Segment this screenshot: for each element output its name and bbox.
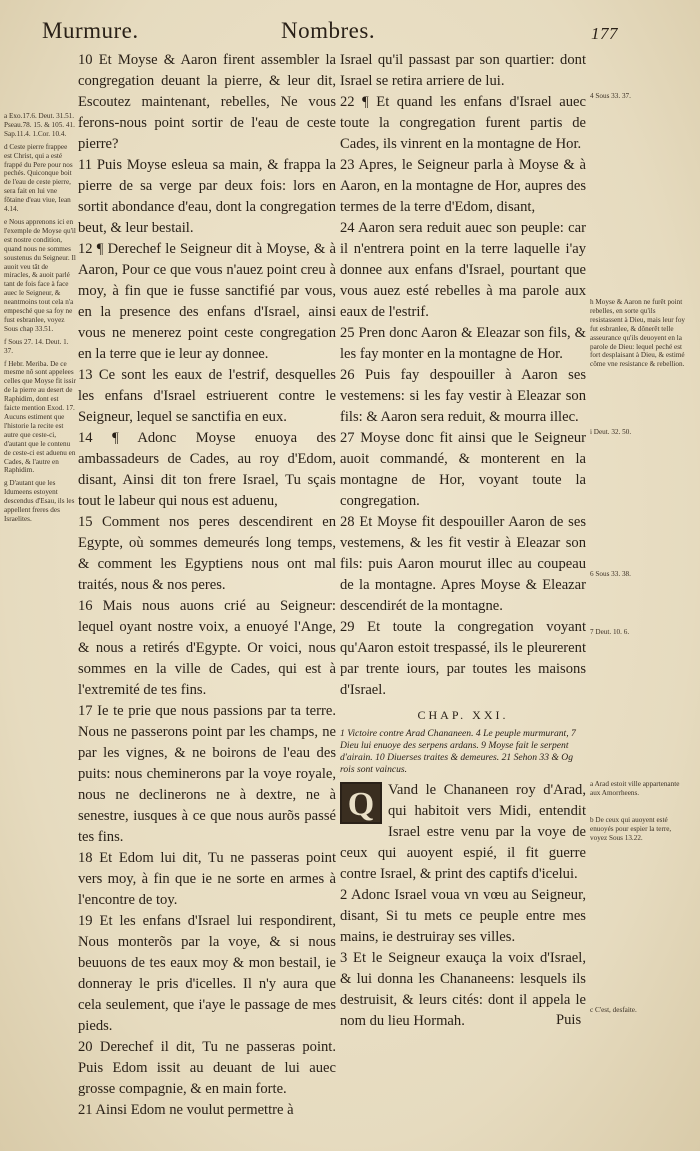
margin-note: f Sous 27. 14. Deut. 1. 37.	[4, 337, 69, 355]
margin-note: b De ceux qui auoyent esté enuoyés pour espier la terre, voyez Sous 13.22.	[590, 816, 672, 842]
verse: 25 Pren donc Aaron & Eleazar son fils, & les fay monter en la montagne de Hor.	[340, 325, 586, 362]
margin-note: a Arad estoit ville appartenante aux Amorrheens.	[590, 780, 680, 797]
verse: 13 Ce sont les eaux de l'estrif, desquelles les enfans d'Israel estriuerent contre le Seigneur, lequel se sanctifia en eux.	[78, 367, 336, 425]
right-text-column	[340, 50, 586, 1032]
running-head-left: Murmure.	[42, 18, 139, 43]
left-text-column	[78, 50, 336, 1121]
verse: 11 Puis Moyse esleua sa main, & frappa la pierre de sa verge par deux fois: lors en sortit abondance d'eau, dont la congregation beut, & leur bestail.	[78, 157, 336, 236]
margin-note: g D'autant que les Idumeens estoyent descendus d'Esau, ils les appellent freres des Israelites.	[4, 479, 75, 523]
verse-first-text: Vand le Chananeen roy d'Arad, qui habitoit vers Midi, entendit Israel estre venu par la voye de ceux qui auoyent espié, il fit guerre contre Israel, & print des captifs d'icelui.	[340, 782, 586, 882]
margin-note: h Moyse & Aaron ne furẽt point rebelles, en sorte qu'ils resistassent à Dieu, mais leur foy fut esbranlee, & dõnerẽt telle asseurance qu'ils deuoyent en la parole de Dieu: lequel peché est fort desplaisant à Dieu, & estimé cõme vne resistance & rebellion.	[590, 298, 686, 369]
verse: 23 Apres, le Seigneur parla à Moyse & à Aaron, en la montagne de Hor, aupres des termes de la terre d'Edom, disant,	[340, 157, 586, 215]
dropcap-initial: Q	[340, 782, 382, 824]
margin-note: a Exo.17.6. Deut. 31.51. Pseau.78. 15. & 105. 41. Sap.11.4. 1.Cor. 10.4.	[4, 112, 75, 138]
page-number: 177	[591, 24, 618, 43]
verse-first	[340, 780, 586, 885]
chapter-heading: CHAP. XXI.	[417, 708, 509, 722]
left-margin-notes	[4, 112, 76, 528]
verse: Israel qu'il passast par son quartier: dont Israel se retira arriere de lui.	[340, 52, 586, 89]
verse: 29 Et toute la congregation voyant qu'Aaron estoit trespassé, ils le pleurerent par trente iours, par toutes les maisons d'Israel.	[340, 619, 586, 698]
verse: 12 ¶ Derechef le Seigneur dit à Moyse, & à Aaron, Pour ce que vous n'auez point creu à moy, à fin que ie fusse sanctifié par vous, en la presence des enfans d'Israel, ainsi vous ne menerez point ceste congregation en la terre que ie leur ay donnee.	[78, 241, 336, 362]
verse: 15 Comment nos peres descendirent en Egypte, où sommes demeurés long temps, & comment les Egyptiens nous ont mal traités, nous & nos peres.	[78, 514, 336, 593]
verse: 27 Moyse donc fit ainsi que le Seigneur auoit commandé, & monterent en la montagne de Hor, voyant toute la congregation.	[340, 430, 586, 509]
verse: 26 Puis fay despouiller à Aaron ses vestemens: si les fay vestir à Eleazar son fils: & Aaron sera reduit, & mourra illec.	[340, 367, 586, 425]
verse: 14 ¶ Adonc Moyse enuoya des ambassadeurs de Cades, au roy d'Edom, disant, Ainsi dit ton frere Israel, Tu sçais tout le labeur qui nous est aduenu,	[78, 430, 336, 509]
margin-note: d Ceste pierre frappee est Christ, qui a esté frappé du Pere pour nos pechés. Quiconque boit de l'eau de ceste pierre, sera fait en lui vne fõtaine d'eau viue, Iean 4.14.	[4, 142, 73, 214]
verse: 16 Mais nous auons crié au Seigneur: lequel oyant nostre voix, a enuoyé l'Ange, & nous a retirés d'Egypte. Or voici, nous sommes en la ville de Cades, qui est à l'extremité de tes fins.	[78, 598, 336, 698]
margin-note: i Deut. 32. 50.	[590, 428, 632, 436]
running-head-book: Nombres.	[281, 18, 376, 43]
verse: 20 Derechef il dit, Tu ne passeras point. Puis Edom issit au deuant de lui auec grosse compagnie, & en main forte.	[78, 1039, 336, 1097]
margin-note: 7 Deut. 10. 6.	[590, 628, 630, 636]
margin-note: f Hebr. Meriba. De ce mesme nõ sont appelees celles que Moyse fit issir de la pierre au desert de Raphidim, dont est faicte mention Exod. 17. Aucuns estiment que l'historie la recite est autre que ceste-ci, d'autant que le contenu de ceste-ci est aduenu en Cades, & l'autre en Raphidim.	[4, 359, 76, 475]
margin-note: c C'est, desfaite.	[590, 1006, 637, 1014]
verse: 17 Ie te prie que nous passions par ta terre. Nous ne passerons point par les champs, ne par les vignes, & ne boirons de l'eau des puits: nous cheminerons par la voye royale, nous ne declinerons ne à dextre, ne à senestre, iusques à ce que nous aurõs passé tes fins.	[78, 703, 336, 845]
verse: 2 Adonc Israel voua vn vœu au Seigneur, disant, Si tu mets ce peuple entre mes mains, ie destruiray ses villes.	[340, 887, 586, 945]
verse: 19 Et les enfans d'Israel lui respondirent, Nous monterõs par la voye, & si nous beuuons de tes eaux moy & mon bestail, ie donneray le pris d'icelles. Il n'y aura que cela seulement, que i'aye le passage de mes pieds.	[78, 913, 336, 1034]
verse: 22 ¶ Et quand les enfans d'Israel auec toute la congregation furent partis de Cades, ils vinrent en la montagne de Hor.	[340, 94, 586, 152]
margin-note: 6 Sous 33. 38.	[590, 570, 631, 578]
verse: 21 Ainsi Edom ne voulut permettre à	[78, 1102, 294, 1118]
chapter-summary: 1 Victoire contre Arad Chananeen. 4 Le peuple murmurant, 7 Dieu lui enuoye des serpens ardans. 9 Moyse fait le serpent d'airain. 10 Diuerses traites & demeures. 21 Sehon 33 & Og rois sont vaincus.	[340, 728, 576, 775]
verse: 24 Aaron sera reduit auec son peuple: car il n'entrera point en la terre laquelle i'ay donnee aux enfans d'Israel, pourtant que vous auez esté rebelles à ma parole aux eaux de l'estrif.	[340, 220, 586, 320]
margin-note: 4 Sous 33. 37.	[590, 92, 631, 100]
verse: 10 Et Moyse & Aaron firent assembler la congregation deuant la pierre, & leur dit, Escoutez maintenant, rebelles, Ne vous ferons-nous point sortir de l'eau de ceste pierre?	[78, 52, 336, 152]
verse: 18 Et Edom lui dit, Tu ne passeras point vers moy, à fin que ie ne sorte en armes à l'encontre de toy.	[78, 850, 336, 908]
catchword: Puis	[556, 1012, 582, 1028]
verse: 28 Et Moyse fit despouiller Aaron de ses vestemens, & les fit vestir à Eleazar son fils: puis Aaron mourut illec au coupeau de la montagne. Apres Moyse & Eleazar descendirét de la montagne.	[340, 514, 586, 614]
verse: 3 Et le Seigneur exauça la voix d'Israel, & lui donna les Chananeens: lesquels ils destruisit, & leurs cités: dont il appela le nom du lieu Hormah.	[340, 950, 586, 1029]
margin-note: e Nous apprenons ici en l'exemple de Moyse qu'il est nostre condition, quand nous ne sommes soustenus du Seigneur. Il auoit veu tât de miracles, & auoit parlé tant de fois face à face auec le Seigneur, & neantmoins tout cela n'a empesché que sa foy ne fust esbranlee, voyez Sous chap 33.51.	[4, 217, 76, 333]
